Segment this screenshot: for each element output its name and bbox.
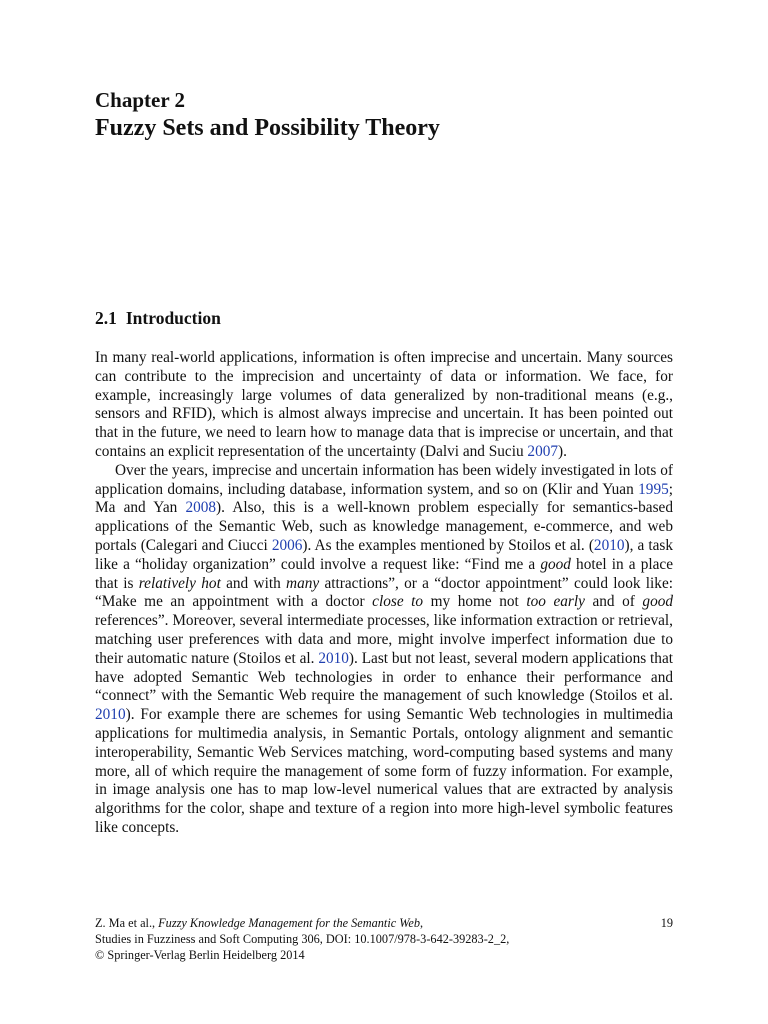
text-run: ; Ma and Yan (95, 480, 673, 517)
chapter-label: Chapter 2 (95, 88, 186, 112)
paragraph (95, 462, 673, 838)
emphasis-text: good (540, 555, 571, 573)
text-run: and with (220, 574, 287, 592)
section-number: 2.1 (95, 308, 117, 328)
emphasis-text: good (642, 593, 674, 611)
section-title: Introduction (125, 308, 221, 328)
footer-comma: , (420, 916, 424, 930)
citation-year-link[interactable]: 2006 (271, 536, 303, 554)
emphasis-text: relatively hot (138, 574, 221, 592)
footer-book-title: Fuzzy Knowledge Management for the Semantic Web (158, 916, 421, 930)
citation-year-link[interactable]: 2007 (527, 442, 559, 460)
page-number: 19 (660, 916, 673, 930)
citation-year-link[interactable]: 2010 (593, 536, 625, 554)
text-run: ). As the examples mentioned by Stoilos et al. ( (302, 536, 594, 554)
text-run: ). (558, 442, 567, 460)
text-run: ). Also, this is a well-known problem especially for semantics-based applications of the Semantic Web, such as knowledge management, e-commerce, and web portals (Calegari and Ciucci (95, 499, 673, 554)
emphasis-text: many (286, 574, 320, 592)
page-footer (95, 915, 673, 963)
text-run: ). Last but not least, several modern applications that have adopted Semantic Web technologies in order to enhance their performance and “connect” with the Semantic Web require the management of such knowledge (Stoilos et al. (95, 649, 673, 705)
emphasis-text: too early (526, 593, 585, 611)
text-run: In many real-world applications, information is often imprecise and uncertain. Many sources can contribute to the imprecision and uncertainty of data or information. We face, for example, increasingly large volumes of data generalized by non-traditional means (e.g., sensors and RFID), which is almost always imprecise and uncertain. It has been pointed out that in the future, we need to learn how to manage data that is imprecise or uncertain, and that contains an explicit representation of the uncertainty (Dalvi and Suciu (95, 349, 673, 460)
text-run: ), a task like a “holiday organization” could involve a request like: “Find me a (95, 536, 673, 573)
text-run: ). For example there are schemes for using Semantic Web technologies in multimedia applications for multimedia analysis, in Semantic Portals, ontology alignment and semantic interoperability, Semantic Web Services matching, word-computing based systems and many more, all of which require the management of some form of fuzzy information. For example, in image analysis one has to map low-level numerical values that are extracted by analysis algorithms for the color, shape and texture of a region into more high-level symbolic features like concepts. (95, 706, 673, 836)
text-run: references”. Moreover, several intermediate processes, like information extraction or retrieval, matching user preferences with data and more, might involve imperfect information due to their automatic nature (Stoilos et al. (95, 612, 673, 667)
text-run: attractions”, or a “doctor appointment” could look like: “Make me an appointment with a doctor (95, 574, 673, 611)
citation-year-link[interactable]: 1995 (638, 480, 669, 498)
footer-authors: Z. Ma et al., (95, 916, 159, 930)
citation-year-link[interactable]: 2008 (185, 499, 217, 517)
paragraph (95, 349, 673, 462)
body-text (95, 349, 673, 838)
section-heading (95, 306, 221, 330)
text-run: Over the years, imprecise and uncertain information has been widely investigated in lots of application domains, including database, information system, and so on (Klir and Yuan (95, 461, 673, 498)
text-run: and of (584, 593, 643, 611)
footer-copyright: © Springer-Verlag Berlin Heidelberg 2014 (95, 948, 305, 962)
footer-citation-line (95, 915, 673, 931)
footer-series: Studies in Fuzziness and Soft Computing 306, DOI: 10.1007/978-3-642-39283-2_2, (95, 932, 510, 946)
text-run: hotel in a place that is (95, 555, 673, 592)
chapter-title: Fuzzy Sets and Possibility Theory (95, 115, 440, 141)
text-run: my home not (423, 593, 527, 611)
citation-year-link[interactable]: 2010 (95, 706, 126, 724)
citation-year-link[interactable]: 2010 (318, 649, 349, 667)
emphasis-text: close to (372, 593, 424, 611)
